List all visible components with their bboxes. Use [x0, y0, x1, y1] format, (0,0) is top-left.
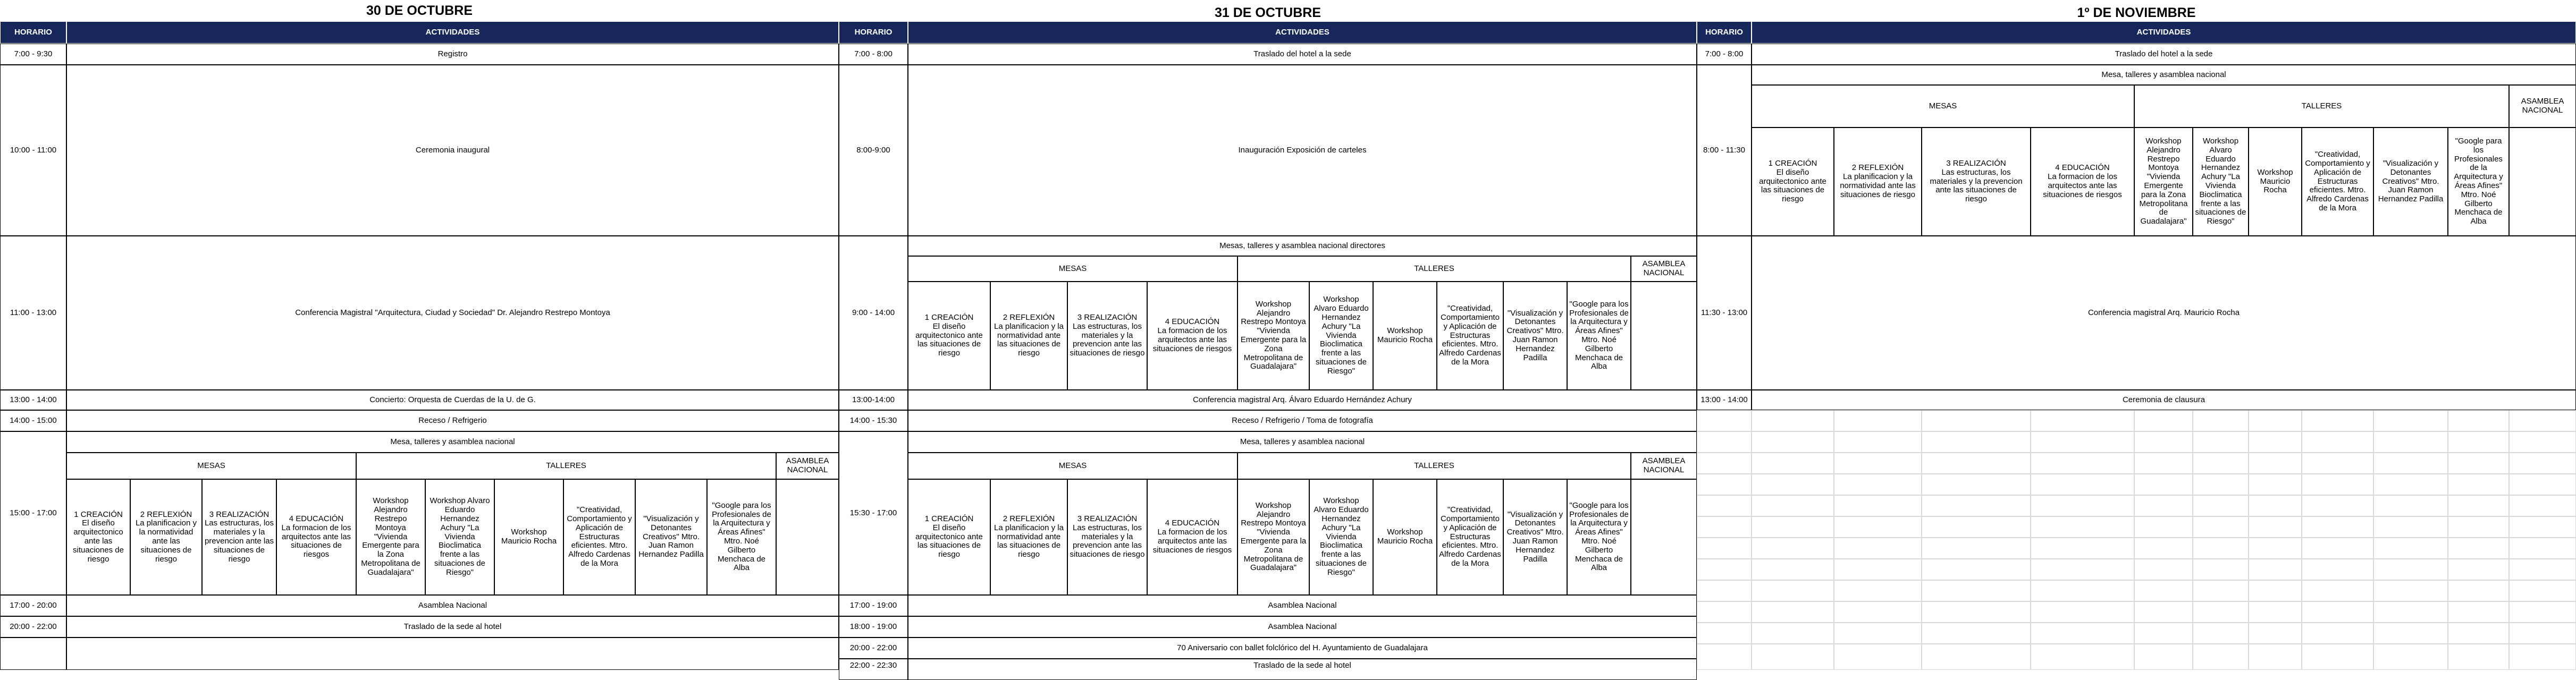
empty-cell — [2193, 623, 2249, 644]
header-horario: HORARIO — [1697, 21, 1752, 44]
empty-cell — [2448, 431, 2509, 453]
time-cell: 14:00 - 15:30 — [839, 410, 908, 431]
empty-cell — [2249, 516, 2302, 538]
taller-item: Workshop Alejandro Restrepo Montoya "Vivienda Emergente para la Zona Metropolitana de Guadalajara" — [2134, 128, 2193, 236]
empty-cell — [1697, 516, 1752, 538]
taller-item: Workshop Alvaro Eduardo Hernandez Achury "La Vivienda Bioclimatica frente a las situaciones de Riesgo" — [1309, 282, 1373, 390]
empty-cell — [2249, 601, 2302, 623]
time-cell: 13:00 - 14:00 — [1697, 390, 1752, 410]
time-cell: 17:00 - 19:00 — [839, 595, 908, 616]
taller-item: Workshop Alejandro Restrepo Montoya "Vivienda Emergente para la Zona Metropolitana de Guadalajara" — [1238, 479, 1309, 595]
activity-cell: Asamblea Nacional — [908, 595, 1697, 616]
time-cell: 20:00 - 22:00 — [0, 616, 66, 638]
asamblea-header: ASAMBLEA NACIONAL — [2509, 85, 2576, 128]
empty-cell — [2249, 580, 2302, 601]
mesa-item: 4 EDUCACIÓN La formacion de los arquitectos ante las situaciones de riesgos — [2031, 128, 2134, 236]
activity-cell: 70 Aniversario con ballet folclórico del H. Ayuntamiento de Guadalajara — [908, 638, 1697, 659]
activity-cell: Registro — [66, 44, 839, 65]
empty-cell — [2448, 538, 2509, 559]
empty-cell — [1752, 559, 1834, 580]
empty-cell — [2031, 495, 2134, 516]
empty-cell — [1697, 410, 1752, 431]
empty-cell — [2373, 410, 2448, 431]
mesa-item: 1 CREACIÓN El diseño arquitectonico ante las situaciones de riesgo — [66, 479, 130, 595]
empty-cell — [2448, 516, 2509, 538]
empty-cell — [2249, 538, 2302, 559]
empty-cell — [1697, 474, 1752, 495]
empty-cell — [2448, 410, 2509, 431]
empty-cell — [1752, 431, 1834, 453]
talleres-header: TALLERES — [1238, 256, 1631, 282]
empty-cell — [2373, 453, 2448, 474]
empty-cell — [1922, 601, 2031, 623]
mesa-item: 2 REFLEXIÓN La planificacion y la normatividad ante las situaciones de riesgo — [130, 479, 202, 595]
taller-item: "Google para los Profesionales de la Arquitectura y Áreas Afines" Mtro. Noé Gilberto Menchaca de Alba — [2448, 128, 2509, 236]
empty-cell — [1752, 410, 1834, 431]
taller-item: "Google para los Profesionales de la Arquitectura y Áreas Afines" Mtro. Noé Gilberto Menchaca de Alba — [1567, 479, 1631, 595]
empty-cell — [2448, 474, 2509, 495]
time-cell: 13:00 - 14:00 — [0, 390, 66, 410]
empty-cell — [1752, 538, 1834, 559]
time-cell: 8:00-9:00 — [839, 65, 908, 236]
empty-cell — [2249, 623, 2302, 644]
activity-cell: Concierto: Orquesta de Cuerdas de la U. de G. — [66, 390, 839, 410]
empty-cell — [2031, 623, 2134, 644]
time-cell: 17:00 - 20:00 — [0, 595, 66, 616]
day-title: 31 DE OCTUBRE — [1214, 5, 1321, 20]
empty-cell — [2193, 559, 2249, 580]
empty-cell — [2302, 495, 2373, 516]
mesas-header: MESAS — [908, 256, 1238, 282]
empty-cell — [1922, 516, 2031, 538]
empty-cell — [2302, 431, 2373, 453]
empty-cell — [2134, 559, 2193, 580]
activity-cell: Ceremonia de clausura — [1752, 390, 2576, 410]
mesas-header: MESAS — [1752, 85, 2134, 128]
time-cell: 15:30 - 17:00 — [839, 431, 908, 595]
empty-cell — [1697, 559, 1752, 580]
program-title: Mesa, talleres y asamblea nacional — [66, 431, 839, 453]
time-cell: 15:00 - 17:00 — [0, 431, 66, 595]
taller-item: "Creatividad, Comportamiento y Aplicación de Estructuras eficientes. Mtro. Alfredo Cardenas de la Mora — [2302, 128, 2373, 236]
empty-cell — [1834, 580, 1922, 601]
taller-item: Workshop Alvaro Eduardo Hernandez Achury "La Vivienda Bioclimatica frente a las situaciones de Riesgo" — [425, 479, 494, 595]
empty-cell — [2302, 601, 2373, 623]
empty-cell — [2509, 623, 2576, 644]
empty-cell — [1834, 644, 1922, 670]
empty-cell — [2302, 474, 2373, 495]
taller-item: "Google para los Profesionales de la Arquitectura y Áreas Afines" Mtro. Noé Gilberto Menchaca de Alba — [707, 479, 776, 595]
empty-cell — [1834, 538, 1922, 559]
empty-cell — [2373, 431, 2448, 453]
empty-cell — [2373, 559, 2448, 580]
mesa-item: 4 EDUCACIÓN La formacion de los arquitectos ante las situaciones de riesgos — [1147, 479, 1238, 595]
empty-cell — [1697, 495, 1752, 516]
empty-cell — [2509, 644, 2576, 670]
empty-cell — [2249, 474, 2302, 495]
time-cell — [0, 638, 66, 670]
activity-cell: Conferencia magistral Arq. Mauricio Rocha — [1752, 236, 2576, 390]
empty-cell — [1697, 623, 1752, 644]
empty-cell — [2031, 431, 2134, 453]
activity-cell: Ceremonia inaugural — [66, 65, 839, 236]
mesa-item: 2 REFLEXIÓN La planificacion y la normatividad ante las situaciones de riesgo — [1834, 128, 1922, 236]
empty-cell — [2448, 623, 2509, 644]
taller-item: Workshop Alejandro Restrepo Montoya "Vivienda Emergente para la Zona Metropolitana de Guadalajara" — [1238, 282, 1309, 390]
taller-item: "Visualización y Detonantes Creativos" Mtro. Juan Ramon Hernandez Padilla — [2373, 128, 2448, 236]
empty-cell — [2509, 538, 2576, 559]
mesa-item: 1 CREACIÓN El diseño arquitectonico ante las situaciones de riesgo — [908, 479, 990, 595]
empty-cell — [1752, 474, 1834, 495]
activity-cell: Asamblea Nacional — [66, 595, 839, 616]
empty-cell — [2509, 559, 2576, 580]
mesa-item: 3 REALIZACIÓN Las estructuras, los materiales y la prevencion ante las situaciones de riesgo — [1922, 128, 2031, 236]
empty-cell — [2031, 410, 2134, 431]
empty-cell — [2134, 538, 2193, 559]
empty-cell — [2134, 601, 2193, 623]
empty-cell — [2509, 601, 2576, 623]
empty-cell — [2193, 644, 2249, 670]
empty-cell — [2373, 474, 2448, 495]
empty-cell — [2031, 538, 2134, 559]
empty-cell — [1752, 623, 1834, 644]
empty-cell — [2373, 644, 2448, 670]
empty-cell — [2373, 516, 2448, 538]
empty-cell — [2302, 538, 2373, 559]
empty-cell — [2509, 474, 2576, 495]
empty-cell — [2448, 601, 2509, 623]
mesa-item: 3 REALIZACIÓN Las estructuras, los materiales y la prevencion ante las situaciones de riesgo — [202, 479, 276, 595]
talleres-header: TALLERES — [1238, 453, 1631, 479]
taller-item: Workshop Alejandro Restrepo Montoya "Vivienda Emergente para la Zona Metropolitana de Guadalajara" — [356, 479, 425, 595]
empty-cell — [1752, 516, 1834, 538]
mesa-item: 3 REALIZACIÓN Las estructuras, los materiales y la prevencion ante las situaciones de riesgo — [1067, 282, 1147, 390]
asamblea-cell — [1631, 282, 1697, 390]
empty-cell — [1922, 495, 2031, 516]
activity-cell: Asamblea Nacional — [908, 616, 1697, 638]
empty-cell — [2448, 495, 2509, 516]
time-cell: 8:00 - 11:30 — [1697, 65, 1752, 236]
empty-cell — [1922, 538, 2031, 559]
empty-cell — [1752, 580, 1834, 601]
empty-cell — [1697, 580, 1752, 601]
empty-cell — [2193, 601, 2249, 623]
header-horario: HORARIO — [839, 21, 908, 44]
header-actividades: ACTIVIDADES — [66, 21, 839, 44]
time-cell: 10:00 - 11:00 — [0, 65, 66, 236]
empty-cell — [1834, 474, 1922, 495]
program-title: Mesa, talleres y asamblea nacional — [908, 431, 1697, 453]
empty-cell — [2373, 601, 2448, 623]
empty-cell — [2509, 516, 2576, 538]
empty-cell — [2031, 644, 2134, 670]
empty-cell — [2193, 516, 2249, 538]
time-cell: 13:00-14:00 — [839, 390, 908, 410]
mesa-item: 1 CREACIÓN El diseño arquitectonico ante las situaciones de riesgo — [1752, 128, 1834, 236]
empty-cell — [2302, 559, 2373, 580]
taller-item: Workshop Mauricio Rocha — [1373, 479, 1437, 595]
asamblea-cell — [776, 479, 839, 595]
empty-cell — [2373, 623, 2448, 644]
empty-cell — [1752, 453, 1834, 474]
empty-cell — [2302, 453, 2373, 474]
empty-cell — [2373, 580, 2448, 601]
time-cell: 11:00 - 13:00 — [0, 236, 66, 390]
empty-cell — [1922, 453, 2031, 474]
empty-cell — [2302, 580, 2373, 601]
empty-cell — [1922, 644, 2031, 670]
asamblea-cell — [2509, 128, 2576, 236]
empty-cell — [1697, 644, 1752, 670]
empty-cell — [1834, 431, 1922, 453]
empty-cell — [2031, 453, 2134, 474]
empty-cell — [1922, 474, 2031, 495]
empty-cell — [2448, 453, 2509, 474]
taller-item: "Creatividad, Comportamiento y Aplicación de Estructuras eficientes. Mtro. Alfredo Cardenas de la Mora — [563, 479, 635, 595]
activity-cell: Conferencia Magistral "Arquitectura, Ciudad y Sociedad" Dr. Alejandro Restrepo Montoya — [66, 236, 839, 390]
activity-cell: Traslado de la sede al hotel — [908, 659, 1697, 680]
taller-item: Workshop Alvaro Eduardo Hernandez Achury "La Vivienda Bioclimatica frente a las situaciones de Riesgo" — [2193, 128, 2249, 236]
empty-cell — [2031, 559, 2134, 580]
empty-cell — [2249, 453, 2302, 474]
empty-cell — [1834, 516, 1922, 538]
empty-cell — [2193, 431, 2249, 453]
empty-cell — [2249, 431, 2302, 453]
empty-cell — [2448, 580, 2509, 601]
empty-cell — [2031, 474, 2134, 495]
taller-item: "Visualización y Detonantes Creativos" Mtro. Juan Ramon Hernandez Padilla — [1503, 282, 1567, 390]
empty-cell — [1752, 601, 1834, 623]
time-cell: 7:00 - 9:30 — [0, 44, 66, 65]
empty-cell — [2373, 538, 2448, 559]
time-cell: 14:00 - 15:00 — [0, 410, 66, 431]
empty-cell — [2134, 474, 2193, 495]
empty-cell — [2302, 644, 2373, 670]
mesa-item: 1 CREACIÓN El diseño arquitectonico ante las situaciones de riesgo — [908, 282, 990, 390]
asamblea-header: ASAMBLEA NACIONAL — [776, 453, 839, 479]
empty-cell — [1834, 623, 1922, 644]
empty-cell — [2031, 516, 2134, 538]
activity-cell: Receso / Refrigerio / Toma de fotografía — [908, 410, 1697, 431]
empty-cell — [1697, 431, 1752, 453]
empty-cell — [1922, 623, 2031, 644]
day-title: 30 DE OCTUBRE — [366, 3, 473, 18]
time-cell: 11:30 - 13:00 — [1697, 236, 1752, 390]
empty-cell — [2509, 495, 2576, 516]
empty-cell — [2193, 538, 2249, 559]
talleres-header: TALLERES — [2134, 85, 2509, 128]
mesa-item: 4 EDUCACIÓN La formacion de los arquitectos ante las situaciones de riesgos — [1147, 282, 1238, 390]
empty-cell — [2448, 644, 2509, 670]
empty-cell — [1697, 538, 1752, 559]
taller-item: Workshop Alvaro Eduardo Hernandez Achury "La Vivienda Bioclimatica frente a las situaciones de Riesgo" — [1309, 479, 1373, 595]
time-cell: 18:00 - 19:00 — [839, 616, 908, 638]
empty-cell — [2302, 623, 2373, 644]
taller-item: "Creatividad, Comportamiento y Aplicación de Estructuras eficientes. Mtro. Alfredo Cardenas de la Mora — [1437, 282, 1503, 390]
empty-cell — [2134, 623, 2193, 644]
time-cell: 20:00 - 22:00 — [839, 638, 908, 659]
program-title: Mesas, talleres y asamblea nacional directores — [908, 236, 1697, 256]
time-cell: 7:00 - 8:00 — [839, 44, 908, 65]
empty-cell — [1697, 453, 1752, 474]
asamblea-header: ASAMBLEA NACIONAL — [1631, 453, 1697, 479]
empty-cell — [2134, 495, 2193, 516]
empty-cell — [2134, 453, 2193, 474]
empty-cell — [2134, 410, 2193, 431]
taller-item: "Visualización y Detonantes Creativos" Mtro. Juan Ramon Hernandez Padilla — [635, 479, 707, 595]
empty-cell — [2031, 580, 2134, 601]
empty-cell — [2509, 431, 2576, 453]
empty-cell — [2509, 453, 2576, 474]
mesas-header: MESAS — [908, 453, 1238, 479]
empty-cell — [1752, 495, 1834, 516]
talleres-header: TALLERES — [356, 453, 776, 479]
empty-cell — [2373, 495, 2448, 516]
day-title: 1º DE NOVIEMBRE — [2077, 5, 2196, 20]
empty-cell — [2193, 495, 2249, 516]
taller-item: "Visualización y Detonantes Creativos" Mtro. Juan Ramon Hernandez Padilla — [1503, 479, 1567, 595]
mesa-item: 4 EDUCACIÓN La formacion de los arquitectos ante las situaciones de riesgos — [276, 479, 356, 595]
empty-cell — [2249, 410, 2302, 431]
mesas-header: MESAS — [66, 453, 356, 479]
empty-cell — [2302, 516, 2373, 538]
taller-item: "Creatividad, Comportamiento y Aplicación de Estructuras eficientes. Mtro. Alfredo Cardenas de la Mora — [1437, 479, 1503, 595]
empty-cell — [1834, 601, 1922, 623]
mesa-item: 2 REFLEXIÓN La planificacion y la normatividad ante las situaciones de riesgo — [990, 479, 1067, 595]
time-cell: 22:00 - 22:30 — [839, 659, 908, 680]
empty-cell — [1834, 495, 1922, 516]
header-actividades: ACTIVIDADES — [1752, 21, 2576, 44]
empty-cell — [1922, 431, 2031, 453]
taller-item: Workshop Mauricio Rocha — [1373, 282, 1437, 390]
empty-cell — [2193, 474, 2249, 495]
program-title: Mesa, talleres y asamblea nacional — [1752, 65, 2576, 85]
empty-cell — [1922, 580, 2031, 601]
asamblea-header: ASAMBLEA NACIONAL — [1631, 256, 1697, 282]
header-horario: HORARIO — [0, 21, 66, 44]
empty-cell — [1697, 601, 1752, 623]
time-cell: 9:00 - 14:00 — [839, 236, 908, 390]
empty-cell — [2249, 495, 2302, 516]
empty-cell — [2509, 580, 2576, 601]
taller-item: Workshop Mauricio Rocha — [2249, 128, 2302, 236]
header-actividades: ACTIVIDADES — [908, 21, 1697, 44]
mesa-item: 2 REFLEXIÓN La planificacion y la normatividad ante las situaciones de riesgo — [990, 282, 1067, 390]
empty-cell — [2031, 601, 2134, 623]
activity-cell: Traslado de la sede al hotel — [66, 616, 839, 638]
activity-cell: Conferencia magistral Arq. Álvaro Eduardo Hernández Achury — [908, 390, 1697, 410]
empty-cell — [1922, 559, 2031, 580]
empty-cell — [1834, 453, 1922, 474]
empty-cell — [2134, 431, 2193, 453]
mesa-item: 3 REALIZACIÓN Las estructuras, los materiales y la prevencion ante las situaciones de riesgo — [1067, 479, 1147, 595]
empty-cell — [2134, 580, 2193, 601]
activity-cell: Traslado del hotel a la sede — [908, 44, 1697, 65]
taller-item: "Google para los Profesionales de la Arquitectura y Áreas Afines" Mtro. Noé Gilberto Menchaca de Alba — [1567, 282, 1631, 390]
activity-cell: Inauguración Exposición de carteles — [908, 65, 1697, 236]
activity-cell: Receso / Refrigerio — [66, 410, 839, 431]
empty-cell — [2302, 410, 2373, 431]
empty-cell — [1834, 410, 1922, 431]
time-cell: 7:00 - 8:00 — [1697, 44, 1752, 65]
empty-cell — [2134, 644, 2193, 670]
empty-cell — [2193, 410, 2249, 431]
empty-cell — [2249, 644, 2302, 670]
taller-item: Workshop Mauricio Rocha — [494, 479, 563, 595]
empty-cell — [1752, 644, 1834, 670]
activity-cell — [66, 638, 839, 670]
empty-cell — [1834, 559, 1922, 580]
empty-cell — [2509, 410, 2576, 431]
empty-cell — [2448, 559, 2509, 580]
empty-cell — [2249, 559, 2302, 580]
empty-cell — [2134, 516, 2193, 538]
empty-cell — [1922, 410, 2031, 431]
asamblea-cell — [1631, 479, 1697, 595]
activity-cell: Traslado del hotel a la sede — [1752, 44, 2576, 65]
empty-cell — [2193, 580, 2249, 601]
empty-cell — [2193, 453, 2249, 474]
